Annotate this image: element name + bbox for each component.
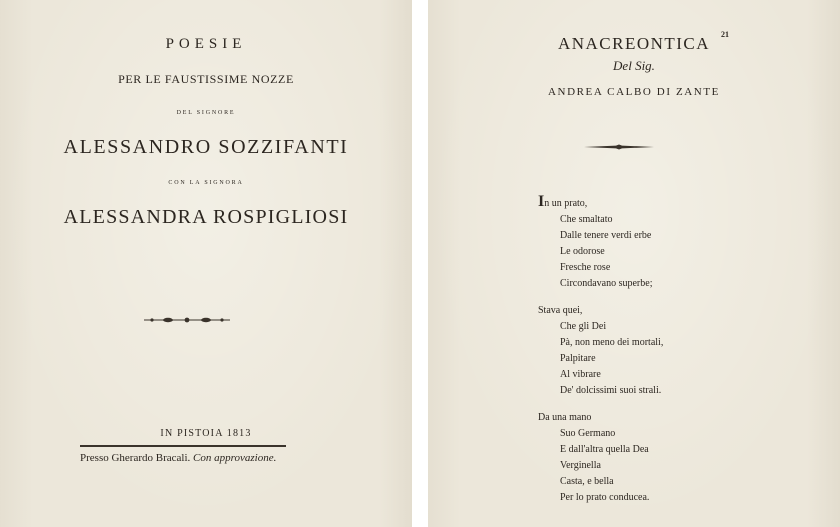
drop-cap: I [538,193,545,210]
groom-name: ALESSANDRO SOZZIFANTI [63,136,349,158]
poem-line: Per lo prato conducea. [560,492,650,503]
left-page [0,0,412,527]
page-number: 21 [721,30,729,39]
poem-line: Al vibrare [560,369,601,380]
place-year: IN PISTOIA 1813 [160,428,252,439]
author-name: ANDREA CALBO DI ZANTE [547,86,720,98]
poem-line: Verginella [560,460,601,471]
poem-line: De' dolcissimi suoi strali. [560,385,662,396]
poem-line: Fresche rose [560,262,611,273]
poem-line: Stava quei, [538,305,583,316]
del-signore-label: DEL SIGNORE [176,110,236,116]
poem-body [538,194,663,506]
printer-name: Presso Gherardo Bracali. [80,452,191,464]
printer-imprint [80,452,276,464]
dash-divider [584,143,654,151]
poem-line: Dalle tenere verdi erbe [560,230,652,241]
right-page [428,0,840,527]
con-la-signora-label: CON LA SIGNORA [168,180,244,186]
poem-line: Da una mano [538,412,592,423]
page-title: POESIE [165,36,247,52]
del-sig-label: Del Sig. [613,58,655,73]
ornament-divider [142,315,232,325]
poem-line: E dall'altra quella Dea [560,444,649,455]
subtitle: PER LE FAUSTISSIME NOZZE [118,72,294,86]
poem-line: Che smaltato [560,214,613,225]
poem-line: In un prato, [538,193,588,210]
approval-note: Con approvazione. [193,452,277,464]
poem-line: Suo Germano [560,428,616,439]
poem-title: ANACREONTICA [557,34,711,53]
poem-line: Palpitare [560,353,596,364]
imprint-rule [80,445,286,447]
poem-line: Che gli Dei [560,321,607,332]
poem-line: Casta, e bella [560,476,614,487]
bride-name: ALESSANDRA ROSPIGLIOSI [63,206,349,228]
poem-line: Circondavano superbe; [560,278,653,289]
poem-line: Pà, non meno dei mortali, [560,337,664,348]
poem-line: Le odorose [560,246,605,257]
